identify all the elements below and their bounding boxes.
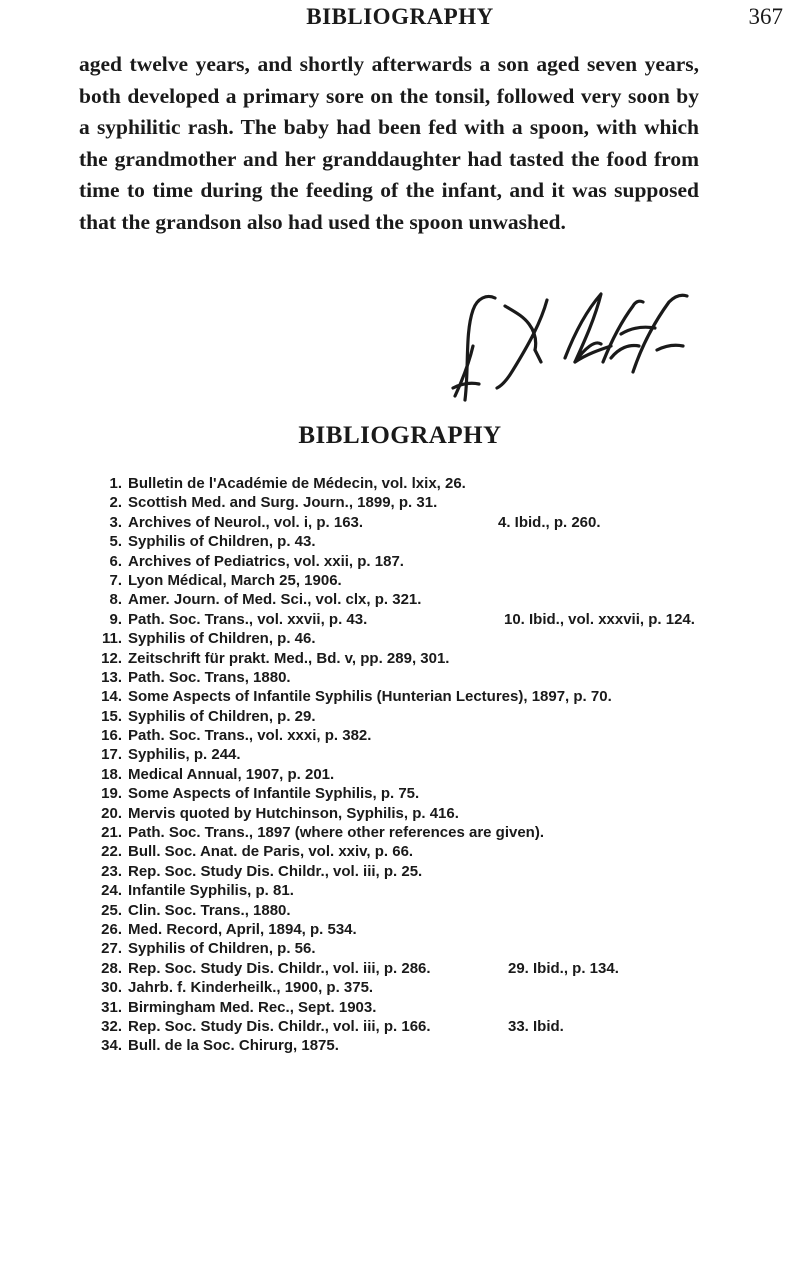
reference-text: Path. Soc. Trans., 1897 (where other references are given). <box>128 824 545 842</box>
reference-entry <box>94 650 734 669</box>
reference-list <box>94 475 734 1057</box>
reference-entry <box>94 766 734 785</box>
reference-number: 2. <box>109 494 122 512</box>
reference-text: Some Aspects of Infantile Syphilis (Hunterian Lectures), 1897, p. 70. <box>128 688 612 706</box>
reference-number: 23. <box>101 862 122 880</box>
reference-entry <box>94 1018 734 1037</box>
reference-number: 28. <box>101 959 122 977</box>
reference-number: 14. <box>101 688 122 706</box>
reference-entry <box>94 611 734 630</box>
reference-extra: 10. Ibid., vol. xxxvii, p. 124. <box>504 610 695 628</box>
reference-text: Archives of Neurol., vol. i, p. 163. <box>128 513 364 531</box>
reference-text: Rep. Soc. Study Dis. Childr., vol. iii, p. 166. <box>128 1017 431 1035</box>
reference-text: Lyon Médical, March 25, 1906. <box>128 571 342 589</box>
reference-number: 26. <box>101 920 122 938</box>
reference-text: Zeitschrift für prakt. Med., Bd. v, pp. 289, 301. <box>128 649 450 667</box>
reference-text: Path. Soc. Trans., vol. xxvii, p. 43. <box>128 610 368 628</box>
reference-text: Birmingham Med. Rec., Sept. 1903. <box>128 998 377 1016</box>
page-number: 367 <box>748 4 783 29</box>
reference-number: 31. <box>101 998 122 1016</box>
reference-text: Bulletin de l'Académie de Médecin, vol. lxix, 26. <box>128 475 466 492</box>
reference-text: Med. Record, April, 1894, p. 534. <box>128 920 357 938</box>
reference-number: 27. <box>101 940 122 958</box>
reference-entry <box>94 940 734 959</box>
reference-entry <box>94 805 734 824</box>
reference-text: Syphilis of Children, p. 46. <box>128 630 316 648</box>
reference-number: 11. <box>101 630 122 648</box>
reference-entry <box>94 999 734 1018</box>
reference-number: 30. <box>101 979 122 997</box>
reference-text: Path. Soc. Trans., vol. xxxi, p. 382. <box>128 727 372 745</box>
reference-entry <box>94 514 734 533</box>
reference-entry <box>94 688 734 707</box>
reference-text: Bull. de la Soc. Chirurg, 1875. <box>128 1037 339 1055</box>
reference-number: 5. <box>109 533 122 551</box>
reference-text: Some Aspects of Infantile Syphilis, p. 75. <box>128 785 420 803</box>
reference-text: Rep. Soc. Study Dis. Childr., vol. iii, p. 25. <box>128 862 423 880</box>
reference-number: 17. <box>101 746 122 764</box>
handwritten-signature <box>425 288 695 408</box>
running-header <box>0 4 800 38</box>
reference-number: 20. <box>101 804 122 822</box>
reference-entry <box>94 630 734 649</box>
reference-text: Scottish Med. and Surg. Journ., 1899, p. 31. <box>128 494 438 512</box>
reference-entry <box>94 475 734 494</box>
reference-entry <box>94 494 734 513</box>
reference-extra: 33. Ibid. <box>508 1017 564 1035</box>
reference-number: 18. <box>101 765 122 783</box>
reference-extra: 29. Ibid., p. 134. <box>508 959 619 977</box>
reference-number: 3. <box>109 513 122 531</box>
reference-text: Syphilis of Children, p. 29. <box>128 707 316 725</box>
body-paragraph: aged twelve years, and shortly afterwards a son aged seven years, both developed a primary sore on the tonsil, followed very soon by a syphilitic rash. The baby had been fed with a spoon, with which the grandmother and her granddaughter had tasted the food from time to time during the feeding of the infant, and it was supposed that the grandson also had used the spoon unwashed. <box>79 52 699 234</box>
reference-text: Syphilis, p. 244. <box>128 746 241 764</box>
reference-number: 21. <box>101 824 122 842</box>
reference-number: 34. <box>101 1037 122 1055</box>
reference-entry <box>94 921 734 940</box>
reference-entry <box>94 960 734 979</box>
reference-entry <box>94 669 734 688</box>
running-title: BIBLIOGRAPHY <box>306 4 494 29</box>
reference-text: Bull. Soc. Anat. de Paris, vol. xxiv, p. 66. <box>128 843 414 861</box>
reference-number: 16. <box>101 727 122 745</box>
reference-number: 19. <box>101 785 122 803</box>
reference-entry <box>94 882 734 901</box>
reference-extra: 4. Ibid., p. 260. <box>498 513 601 531</box>
reference-entry <box>94 785 734 804</box>
reference-number: 32. <box>101 1017 122 1035</box>
reference-entry <box>94 824 734 843</box>
reference-entry <box>94 533 734 552</box>
reference-text: Clin. Soc. Trans., 1880. <box>128 901 291 919</box>
reference-entry <box>94 843 734 862</box>
reference-entry <box>94 572 734 591</box>
reference-text: Archives of Pediatrics, vol. xxii, p. 187. <box>128 552 404 570</box>
reference-text: Syphilis of Children, p. 43. <box>128 533 316 551</box>
reference-text: Mervis quoted by Hutchinson, Syphilis, p. 416. <box>128 804 459 822</box>
reference-number: 8. <box>109 591 122 609</box>
reference-entry <box>94 1037 734 1056</box>
reference-number: 25. <box>101 901 122 919</box>
reference-text: Medical Annual, 1907, p. 201. <box>128 765 335 783</box>
reference-number: 24. <box>101 882 122 900</box>
reference-entry <box>94 979 734 998</box>
reference-number: 1. <box>109 475 122 492</box>
reference-number: 9. <box>109 610 122 628</box>
reference-number: 12. <box>101 649 122 667</box>
reference-text: Rep. Soc. Study Dis. Childr., vol. iii, p. 286. <box>128 959 431 977</box>
reference-text: Amer. Journ. of Med. Sci., vol. clx, p. 321. <box>128 591 422 609</box>
reference-number: 15. <box>101 707 122 725</box>
reference-text: Path. Soc. Trans, 1880. <box>128 668 291 686</box>
reference-entry <box>94 727 734 746</box>
reference-number: 13. <box>101 668 122 686</box>
reference-number: 6. <box>109 552 122 570</box>
reference-entry <box>94 553 734 572</box>
reference-entry <box>94 863 734 882</box>
reference-entry <box>94 708 734 727</box>
reference-text: Jahrb. f. Kinderheilk., 1900, p. 375. <box>128 979 374 997</box>
reference-entry <box>94 591 734 610</box>
reference-text: Syphilis of Children, p. 56. <box>128 940 316 958</box>
reference-entry <box>94 902 734 921</box>
reference-number: 22. <box>101 843 122 861</box>
reference-text: Infantile Syphilis, p. 81. <box>128 882 294 900</box>
reference-entry <box>94 746 734 765</box>
reference-number: 7. <box>109 571 122 589</box>
bibliography-heading: BIBLIOGRAPHY <box>298 422 502 449</box>
